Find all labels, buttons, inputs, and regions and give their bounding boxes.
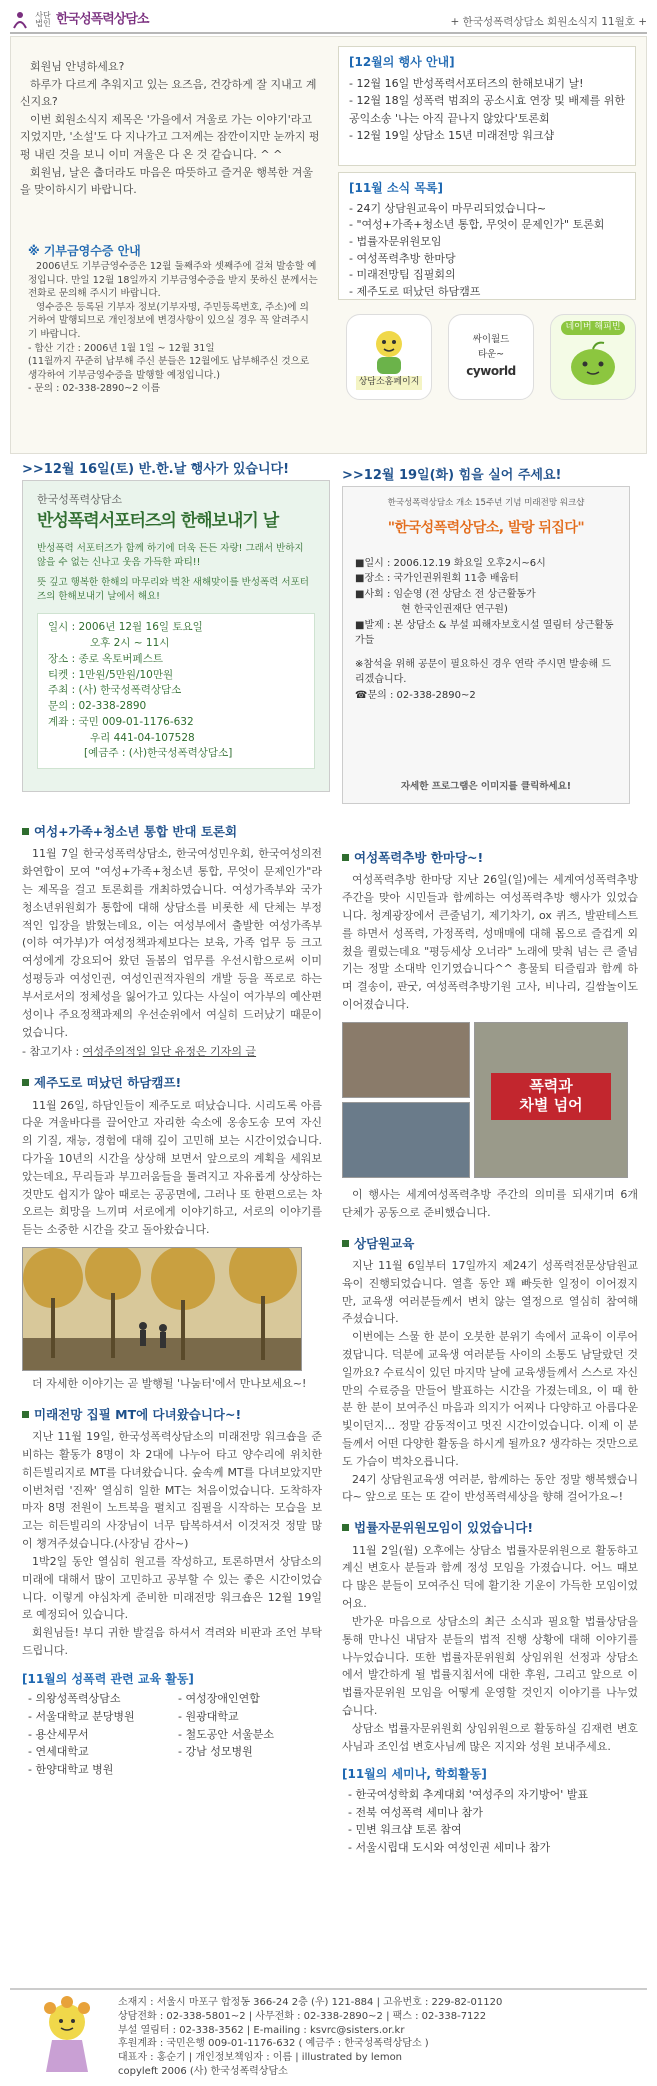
workshop-mc: ■사회 : 임순영 (전 상담소 전 상근활동가: [355, 588, 536, 600]
article-body: 11월 2일(월) 오후에는 상담소 법률자문위원으로 활동하고 계신 변호사 분들과 함께 정성 모임을 가졌습니다. 어느 때보다 많은 분들이 모여주신 덕에 활기찬 기운이 가득한 모임이었어요.: [342, 1543, 638, 1611]
donation-body-1: 2006년도 기부금영수증은 12월 둘째주와 셋째주에 걸쳐 발송할 예정입니다. 만일 12월 18일까지 기부금영수증을 받지 못하신 분께서는 전화로 문의해 주시기 바랍니다.: [28, 261, 318, 300]
footer-address: 소재지 : 서울시 마포구 합정동 366-24 2층 (우) 121-884 | 고유번호 : 229-82-01120: [118, 1997, 503, 2008]
greeting-letter: [20, 58, 320, 199]
rally-banner-line1: 폭력과: [529, 1076, 573, 1095]
mascot-icon: [364, 324, 414, 376]
donation-title: ※ 기부금영수증 안내: [28, 244, 141, 258]
poster-account: 계좌 : 국민 009-01-1176-632: [48, 715, 194, 728]
letter-p1: 회원님 안녕하세요?: [30, 60, 125, 73]
article-title-text: 미래전망 집필 MT에 다녀왔습니다~!: [34, 1406, 242, 1422]
letter-p4: 회원님, 날은 춥더라도 마음은 따뜻하고 즐거운 행복한 겨울을 맞이하시기 바랍니다.: [20, 165, 313, 197]
bullet-square: [22, 1079, 29, 1086]
seminars-title: [11월의 세미나, 학회활동]: [342, 1767, 487, 1782]
article-body: 지난 11월 6일부터 17일까지 제24기 성폭력전문상담원교육이 진행되었습니다. 열흘 동안 꽤 빠듯한 일정이 이어졌지만, 교육생 여러분들께서 변치 않는 열정으로 열심히 참여해 주셨습니다.: [342, 1258, 638, 1326]
homepage-link[interactable]: [346, 314, 432, 400]
logo-text: 한국성폭력상담소: [56, 12, 149, 27]
rally-banner: [491, 1073, 611, 1120]
activity-item: - 한양대학교 병원: [28, 1762, 114, 1776]
footer-phones: 상담전화 : 02-338-5801~2 | 사무전화 : 02-338-2890~2 | 팩스 : 02-338-7122: [118, 2010, 487, 2022]
cyworld-top-label: 싸이월드: [472, 333, 510, 345]
letter-p2: 하루가 다르게 추워지고 있는 요즈음, 건강하게 잘 지내고 계신지요?: [20, 77, 317, 109]
article-body-3: 회원님들! 부디 귀한 발걸음 하셔서 격려와 비판과 조언 부탁드립니다.: [22, 1626, 322, 1657]
poster-org: 한국성폭력상담소: [37, 493, 123, 506]
poster-place: 장소 : 종로 옥토버페스트: [48, 652, 163, 665]
donation-note: (11월까지 꾸준히 납부해 주신 분들은 12월에도 납부해주신 것으로 생각하여 기부금영수증을 발행할 예정입니다.): [28, 356, 310, 381]
donation-body-2: 영수증은 등록된 기부자 정보(기부자명, 주민등록번호, 주소)에 의거하여 발행되므로 개인정보에 변경사항이 있으실 경우 꼭 알려주시기 바랍니다.: [28, 301, 309, 341]
article-body-2: 1박2일 동안 열심히 원고를 작성하고, 토론하면서 상담소의 미래에 대해서 많이 고민하고 공부할 수 있는 좋은 시간이었습니다. 이렇게 야심차게 준비한 미래전망 워크숍은 12월 19일로 예정되어 있습니다.: [22, 1554, 322, 1622]
activity-item: - 서울대학교 분당병원: [28, 1709, 135, 1723]
workshop-top: 한국성폭력상담소 개소 15주년 기념 미래전망 워크샵: [387, 498, 585, 508]
poster-date: 일시 : 2006년 12월 16일 토요일: [48, 621, 203, 634]
workshop-details: [355, 556, 617, 704]
activity-item: - 강남 성모병원: [178, 1745, 253, 1759]
camp-caption: 더 자세한 이야기는 곧 발행될 '나눔터'에서 만나보세요~!: [32, 1377, 307, 1390]
reference-label: - 참고기사 :: [22, 1045, 80, 1059]
poster-account2: 우리 441-04-107528: [90, 731, 195, 744]
activities-row: [28, 1708, 322, 1726]
poster-holder: [예금주 : (사)한국성폭력상담소]: [84, 747, 233, 760]
seminar-item: - 서울시립대 도시와 여성인권 세미나 참가: [348, 1840, 551, 1854]
footer-email[interactable]: 부설 열림터 : 02-338-3562 | E-mailing : ksvrc@sisters.or.kr: [118, 2024, 405, 2036]
activity-item: - 여성장애인연합: [178, 1692, 260, 1706]
article-body: 여성폭력추방 한마당 지난 26일(일)에는 세계여성폭력추방 주간을 맞아 시민들과 함께하는 여성폭력추방 행사가 있었습니다. 청계광장에서 큰줄넘기, 제기차기, ox 퀴즈, 발판테스트를 하면서 성폭력, 가정폭력, 성매매에 대해 몸으로 즐겁게 외쳤을 퀼렀는데요 "평등세상 오너라" 노래에 맞춰 넘는 큰 줄넘기는 정말 소대박 인기였습니다^^ 흥물퇴 티즐림과 함께 하며 결송이, 판굿, 여성폭력추방기원 고사, 비나리, 길쌈놀이도 이어졌습니다.: [342, 873, 638, 1012]
logo-emblem-icon: [10, 10, 30, 30]
bullet-square: [342, 1524, 349, 1531]
activity-item: - 철도공안 서울분소: [178, 1727, 274, 1741]
workshop-speakers: ■발제 : 본 상담소 & 부설 피해자보호시설 열림터 상근활동가들: [355, 619, 614, 647]
rally-banner-photo: [474, 1022, 628, 1178]
article-body: 11월 7일 한국성폭력상담소, 한국여성민우회, 한국여성의전화연합이 모여 "여성+가족+청소년 통합, 무엇이 문제인가"라는 제목을 걸고 토론회를 개최하였습니다. 여성가족부와 국가청소년위원회가 통합에 대해 상담소를 비롯한 세 단체는 부정적인 입장을 밝혔는데요, 이는 여성부에서 출발한 여성가족부(이하 여가부)가 여성정책과제보다는 보육, 가족 업무 등 크고 여성에게 강요되어 왔던 돌봄의 업무를 우선시함으로써 이미 성평등과 여성인권, 여성인권적자원의 개발 등을 폭로로 하는 부서로서의 정체성을 잃어가고 있다는 사실이 여가부의 예산편성이나 주요정책과제의 우선순위에서 여실히 드러났기 때문이었습니다.: [22, 847, 322, 1039]
article-body-3: 24기 상담원교육생 여러분, 함께하는 동안 정말 행복했습니다~ 앞으로 또는 또 같이 반성폭력세상을 향해 걸어가요~!: [342, 1472, 638, 1504]
footer-copyleft: copyleft 2006 (사) 한국성폭력상담소: [118, 2065, 288, 2077]
cyworld-mid-label: 타운~: [477, 348, 505, 360]
article-title-text: 제주도로 떠났던 하담캠프!: [34, 1075, 182, 1091]
left-event-header: >>12월 16일(토) 반.한.날 행사가 있습니다!: [22, 462, 290, 477]
article-title: [342, 1518, 638, 1537]
news-item[interactable]: - 여성폭력추방 한마당: [349, 251, 456, 265]
workshop-poster[interactable]: [342, 486, 630, 804]
news-item[interactable]: - 법률자문위원모임: [349, 235, 442, 249]
article-body-2: 이번에는 스물 한 분이 오붓한 분위기 속에서 교육이 이루어졌답니다. 덕분에 교육생 여러분들 사이의 소통도 남달랐던 것일까요? 수료식이 있던 마지막 날에 교육생들께서 스스로 자신만의 수료증을 만들어 발표하는 시간을 가졌는데요, 이 때 한 분 한 분이 보여주신 마음과 의지가 어찌나 다양하고 아름다운 빛이던지... 정말 감동적이고 멋진 시간이었습니다. 이제 이 분들께서 어떤 다양한 활동을 하시게 될까요? 생각하는 것만으로도 가슴이 벅차오릅니다.: [342, 1330, 638, 1468]
article-title: [22, 1073, 322, 1092]
workshop-mc2: 현 한국인권재단 연구원): [401, 604, 508, 616]
workshop-contact: ☎문의 : 02-338-2890~2: [355, 689, 476, 701]
left-column: [22, 822, 322, 1778]
header-divider: [10, 32, 647, 34]
events-title: [12월의 행사 안내]: [349, 55, 455, 69]
activities-row: [28, 1761, 322, 1779]
right-event-header: >>12월 19일(화) 힘을 실어 주세요!: [342, 468, 562, 483]
forest-photo-icon: [23, 1248, 302, 1371]
article-body: 지난 11월 19일, 한국성폭력상담소의 미래전망 워크숍을 준비하는 활동가 8명이 차 2대에 나누어 타고 양수리에 위치한 히든빌리지로 MT를 다녀왔습니다. 숲속께 MT를 다녀보았지만 이번처럼 '진짜' 열심히 일한 MT는 처음이었습니다. 도착하자마자 8명 전원이 노트북을 펼치고 집필을 시작하는 모습을 보고는 히든빌리의 사장님이 너무 탐복하셔서 이것저것 정말 많이 챙겨주셨습니다.(사장님 감사~): [22, 1430, 322, 1551]
november-news-box: [338, 172, 636, 300]
footer-mascot-icon: [22, 1996, 112, 2076]
activities-row: [28, 1726, 322, 1744]
seminar-item: - 한국여성학회 추계대회 '여성주의 자기방어' 발표: [348, 1787, 589, 1801]
event-item[interactable]: - 12월 16일 반성폭력서포터즈의 한해보내기 날!: [349, 76, 584, 90]
activities-list: [22, 1690, 322, 1778]
workshop-place: ■장소 : 국가인권위원회 11층 배움터: [355, 573, 519, 585]
bean-icon: [566, 339, 620, 389]
footer-account: 후원계좌 : 국민은행 009-01-1176-632 ( 예금주 : 한국성폭력상담소 ): [118, 2038, 429, 2050]
donation-notice: [28, 260, 318, 396]
bullet-square: [22, 828, 29, 835]
article-title-text: 여성+가족+청소년 통합 반대 토론회: [34, 824, 238, 839]
news-item[interactable]: - 미래전망팀 집필회의: [349, 268, 456, 282]
activity-item: - 의왕성폭력상담소: [28, 1692, 121, 1706]
cyworld-logo: cyworld: [466, 364, 516, 379]
rally-banner-line2: 차별 넘어: [519, 1096, 583, 1115]
workshop-title: "한국성폭력상담소, 발랑 뒤집다": [387, 520, 585, 537]
camp-photo: [22, 1247, 302, 1371]
activities-title: [11월의 성폭력 관련 교육 활동]: [22, 1671, 194, 1686]
reference-link[interactable]: 여성주의적일 일단 유정은 기자의 글: [82, 1045, 257, 1059]
event-item[interactable]: - 12월 18일 성폭력 범죄의 공소시효 연장 및 배제를 위한 공익소송 '나는 아직 끝나지 않았다'토론회: [349, 94, 625, 125]
activity-item: - 연세대학교: [28, 1745, 89, 1759]
bullet-square: [342, 854, 349, 861]
sunset-party-poster[interactable]: [22, 480, 330, 792]
event-item[interactable]: - 12월 19일 상담소 15년 미래전망 워크샵: [349, 129, 555, 143]
reference-line: [22, 1043, 322, 1061]
article-body-2: 반가운 마음으로 상담소의 최근 소식과 필요할 법률상담을 통해 만나신 내담자 분들의 법적 진행 상황에 대해 이야기를 나누었습니다. 또한 법률자문위원회 상임위원 선정과 상담소에서 발간하게 될 법률지침서에 대한 후원, 그리고 앞으로 이 법률자문위원 모임을 어떻게 운영할 것인지 이야기를 나누었습니다.: [342, 1614, 638, 1717]
workshop-date: ■일시 : 2006.12.19 화요일 오후2시~6시: [355, 557, 546, 569]
bullet-square: [22, 1411, 29, 1418]
article-title: [22, 822, 322, 841]
naver-label: 네이버 해피빈: [561, 321, 624, 335]
seminars-list: [342, 1786, 638, 1856]
naver-happybean-link[interactable]: [550, 314, 636, 400]
article-title-text: 법률자문위원모임이 있었습니다!: [354, 1520, 534, 1536]
footer-rep: 대표자 : 홍순기 | 개인정보책임자 : 이름 | illustrated by lemon: [118, 2052, 403, 2064]
activities-row: [28, 1690, 322, 1708]
logo[interactable]: [10, 10, 148, 30]
quick-links: [346, 314, 636, 406]
newsletter-title: + 한국성폭력상담소 회원소식지 11월호 +: [450, 16, 647, 28]
article-title-text: 상담원교육: [354, 1235, 415, 1251]
poster-details: [37, 613, 315, 769]
news-item[interactable]: - 제주도로 떠났던 하담캠프: [349, 285, 481, 299]
rally-photos: [342, 1022, 628, 1180]
poster-host: 주최 : (사) 한국성폭력상담소: [48, 684, 182, 697]
logo-small-text: 사단법인: [35, 11, 51, 29]
homepage-link-label: 상담소홈페이지: [356, 376, 423, 390]
poster-ticket: 티켓 : 1만원/5만원/10만원: [48, 668, 174, 681]
poster-p1: 반성폭력 서포터즈가 함께 하기에 더욱 든든 자랑! 그래서 반하지 않을 수 없는 신나고 웃음 가득한 파티!!: [37, 543, 304, 569]
donation-contact: - 문의 : 02-338-2890~2 이름: [28, 383, 160, 395]
december-events-box: [338, 46, 636, 166]
rally-photo-1: [342, 1022, 470, 1098]
footer-info: [118, 1996, 638, 2079]
bullet-square: [342, 1240, 349, 1247]
letter-p3: 이번 회원소식지 제목은 '가을에서 겨울로 가는 이야기'라고 지었지만, '소설'도 다 지나가고 그저께는 잠깐이지만 눈까지 펑펑 내린 것을 보니 이미 겨울은 다 온 것 같습니다. ^ ^: [20, 112, 320, 161]
seminar-item: - 전북 여성폭력 세미나 참가: [348, 1805, 483, 1819]
article-title: [342, 1234, 638, 1253]
activity-item: - 용산세무서: [28, 1727, 89, 1741]
activity-item: - 원광대학교: [178, 1709, 239, 1723]
seminar-item: - 민변 워크샵 토론 참여: [348, 1823, 462, 1837]
poster-p2: 뜻 깊고 행복한 한해의 마무리와 벅찬 새해맞이를 반성폭력 서포터즈의 한해보내기 날에서 해요!: [37, 576, 309, 602]
article-body-3: 상담소 법률자문위원회 상임위원으로 활동하실 김재련 변호사님과 조인섭 변호사님께 많은 지지와 성원 보내주세요.: [342, 1721, 638, 1753]
article-title-text: 여성폭력추방 한마당~!: [354, 850, 484, 865]
poster-time: 오후 2시 ~ 11시: [90, 637, 170, 650]
right-column: [342, 848, 638, 1856]
article-body: 11월 26일, 하담인들이 제주도로 떠났습니다. 시리도록 아름다운 겨울바다를 끌어안고 자리한 숙소에 옹송도송 모여 자신의 기질, 재능, 경험에 대해 깊이 고민해 보는 시간이었습니다. 다가올 10년의 시간을 상상해 보면서 앞으로의 계획을 세워보았는데요, 무리들과 부끄러움들을 툴려지고 자유롭게 상상하는 것만도 쉽지가 않아 때로는 공공면에, 그러나 또 한편으로는 차오르는 희망을 느끼며 서로에게 이야기하고, 서로의 이야기를 듣는 소중한 시간을 갖고 돌아왔습니다.: [22, 1098, 322, 1237]
rally-photo-2: [342, 1102, 470, 1178]
news-item[interactable]: - 24기 상담원교육이 마무리되었습니다~: [349, 201, 547, 215]
article-title: [342, 848, 638, 867]
activities-row: [28, 1743, 322, 1761]
workshop-click-hint: 자세한 프로그램은 이미지를 클릭하세요!: [400, 781, 572, 793]
workshop-note: ※참석을 위해 공문이 필요하신 경우 연락 주시면 발송해 드리겠습니다.: [355, 658, 611, 686]
cyworld-link[interactable]: [448, 314, 534, 400]
news-title: [11월 소식 목록]: [349, 181, 443, 195]
news-item[interactable]: - "여성+가족+청소년 통합, 무엇이 문제인가" 토론회: [349, 218, 605, 232]
poster-phone: 문의 : 02-338-2890: [48, 700, 147, 713]
poster-title: 반성폭력서포터즈의 한해보내기 날: [37, 511, 279, 532]
article-title: [22, 1405, 322, 1424]
rally-caption: 이 행사는 세계여성폭력추방 주간의 의미를 되새기며 6개 단체가 공동으로 준비했습니다.: [342, 1187, 638, 1219]
donation-range: - 합산 기간 : 2006년 1월 1일 ~ 12월 31일: [28, 342, 215, 354]
